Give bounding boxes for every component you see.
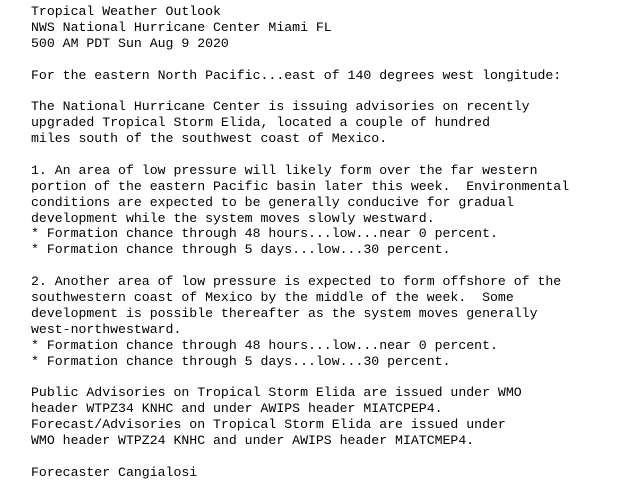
advisories-line: Public Advisories on Tropical Storm Elida are issued under WMO	[31, 385, 522, 401]
area-2-line: 2. Another area of low pressure is expected to form offshore of the	[31, 274, 562, 290]
advisories-line: WMO header WTPZ24 KNHC and under AWIPS header MIATCMEP4.	[31, 433, 475, 449]
area-1-line: development while the system moves slowly westward.	[31, 210, 435, 226]
area-1-line: conditions are expected to be generally conducive for gradual	[31, 194, 514, 210]
intro-line: upgraded Tropical Storm Elida, located a couple of hundred	[31, 115, 490, 131]
area-1-chance-5d: * Formation chance through 5 days...low...30 percent.	[31, 242, 451, 258]
blank-line	[31, 83, 616, 99]
blank-line	[31, 258, 616, 274]
area-1-chance-48h: * Formation chance through 48 hours...low...near 0 percent.	[31, 226, 498, 242]
advisories-line: Forecast/Advisories on Tropical Storm Elida are issued under	[31, 417, 506, 433]
area-1-line: portion of the eastern Pacific basin later this week. Environmental	[31, 178, 570, 194]
blank-line	[31, 449, 616, 465]
issuing-office: NWS National Hurricane Center Miami FL	[31, 19, 332, 35]
area-1-paragraph	[31, 163, 616, 258]
area-1-line: 1. An area of low pressure will likely form over the far western	[31, 162, 538, 178]
advisories-line: header WTPZ34 KNHC and under AWIPS header MIATCPEP4.	[31, 401, 443, 417]
area-2-line: west-northwestward.	[31, 321, 182, 337]
area-2-chance-5d: * Formation chance through 5 days...low...30 percent.	[31, 353, 451, 369]
blank-line	[31, 369, 616, 385]
blank-line	[31, 147, 616, 163]
area-2-line: development is possible thereafter as the system moves generally	[31, 305, 538, 321]
tropical-weather-outlook	[31, 4, 616, 481]
issue-time: 500 AM PDT Sun Aug 9 2020	[31, 35, 229, 51]
area-2-chance-48h: * Formation chance through 48 hours...low...near 0 percent.	[31, 337, 498, 353]
area-2-paragraph	[31, 274, 616, 369]
bulletin-title: Tropical Weather Outlook	[31, 4, 221, 19]
bulletin-header	[31, 4, 616, 52]
forecaster-signoff: Forecaster Cangialosi	[31, 464, 198, 480]
advisories-paragraph	[31, 385, 616, 449]
blank-line	[31, 52, 616, 68]
area-2-line: southwestern coast of Mexico by the middle of the week. Some	[31, 290, 514, 306]
basin-heading: For the eastern North Pacific...east of 140 degrees west longitude:	[31, 67, 562, 83]
intro-line: The National Hurricane Center is issuing advisories on recently	[31, 99, 530, 115]
intro-paragraph	[31, 99, 616, 147]
intro-line: miles south of the southwest coast of Mexico.	[31, 131, 388, 147]
